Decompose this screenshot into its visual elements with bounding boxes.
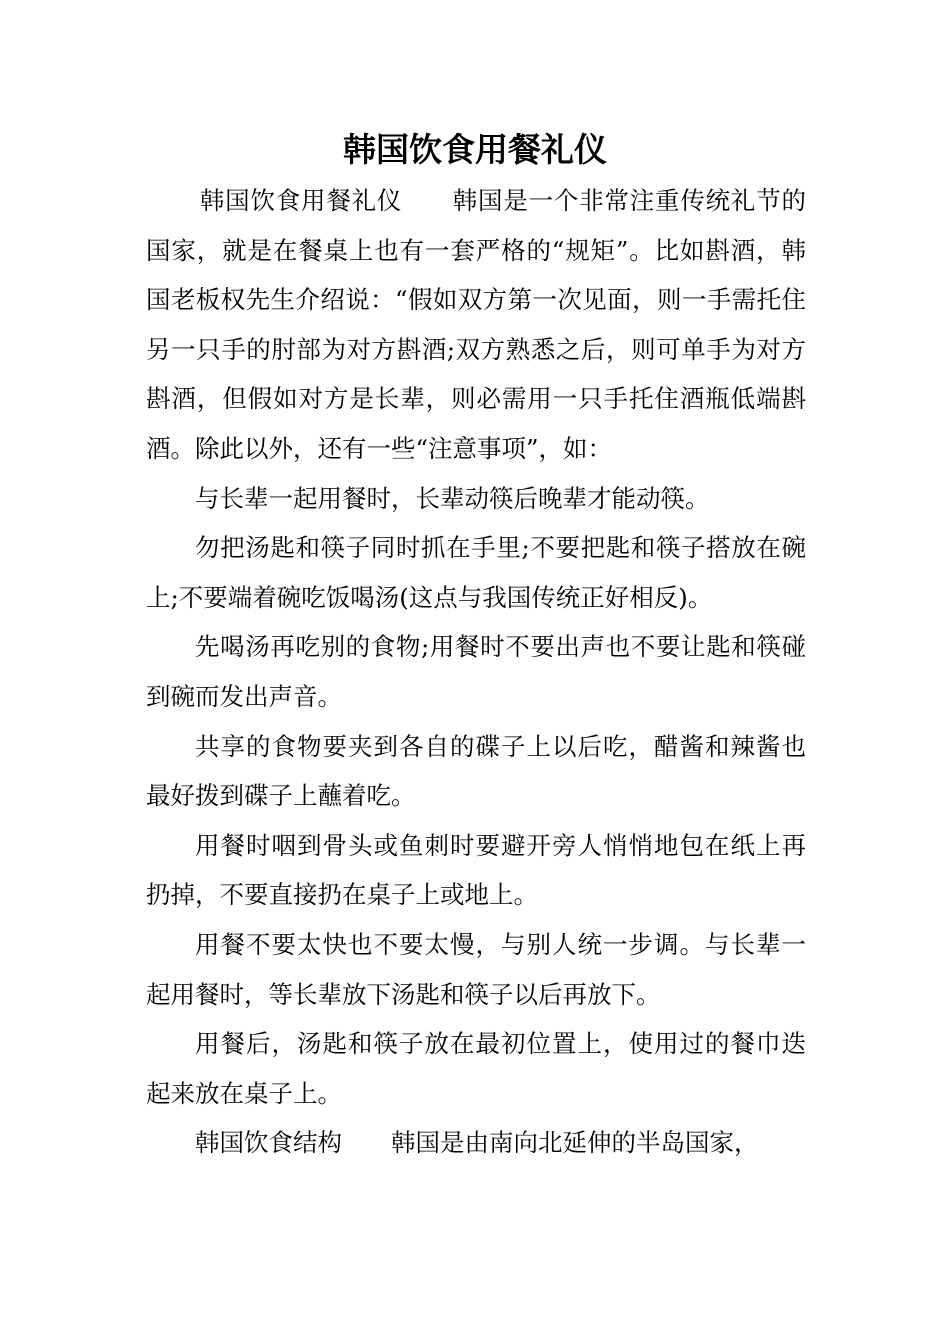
paragraph-intro: 韩国饮食用餐礼仪 韩国是一个非常注重传统礼节的国家，就是在餐桌上也有一套严格的“规矩”。比如斟酒，韩国老板权先生介绍说：“假如双方第一次见面，则一手需托住另一只手的肘部为对方斟酒;双方熟悉之后，则可单手为对方斟酒，但假如对方是长辈，则必需用一只手托住酒瓶低端斟酒。除此以外，还有一些“注意事项”，如： xyxy=(146,186,806,463)
paragraph-after-meal: 用餐后，汤匙和筷子放在最初位置上，使用过的餐巾迭起来放在桌子上。 xyxy=(146,1029,806,1108)
paragraph-diet-structure: 韩国饮食结构 韩国是由南向北延伸的半岛国家， xyxy=(195,1128,759,1158)
paragraph-bones: 用餐时咽到骨头或鱼刺时要避开旁人悄悄地包在纸上再扔掉，不要直接扔在桌子上或地上。 xyxy=(146,830,806,910)
paragraph-pace: 用餐不要太快也不要太慢，与别人统一步调。与长辈一起用餐时，等长辈放下汤匙和筷子以后再放下。 xyxy=(146,929,806,1009)
paragraph-soup-first: 先喝汤再吃别的食物;用餐时不要出声也不要让匙和筷碰到碗而发出声音。 xyxy=(146,632,806,711)
paragraph-shared-food: 共享的食物要夹到各自的碟子上以后吃，醋酱和辣酱也最好拨到碟子上蘸着吃。 xyxy=(146,731,806,811)
paragraph-elders-chopsticks: 与长辈一起用餐时，长辈动筷后晚辈才能动筷。 xyxy=(195,483,710,513)
paragraph-spoon-chopsticks: 勿把汤匙和筷子同时抓在手里;不要把匙和筷子搭放在碗上;不要端着碗吃饭喝汤(这点与我国传统正好相反)。 xyxy=(146,533,806,612)
document-body xyxy=(146,176,806,1168)
document-title: 韩国饮食用餐礼仪 xyxy=(343,130,607,169)
